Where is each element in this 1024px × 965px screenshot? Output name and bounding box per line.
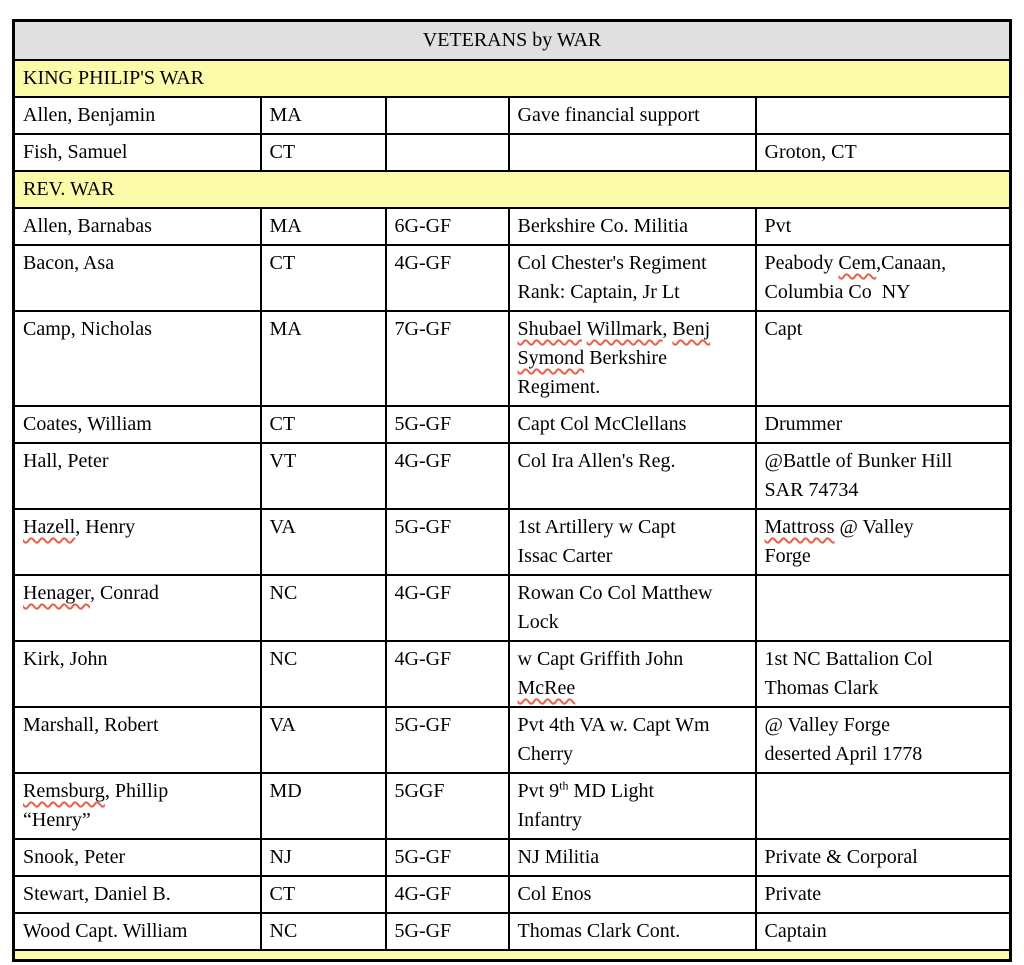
text-segment: Bacon, Asa [23, 252, 115, 274]
text-segment: VA [269, 516, 296, 538]
cell-state[interactable] [261, 443, 386, 509]
text-segment: deserted April 1778 [764, 743, 923, 765]
text-segment: Thomas Clark [764, 677, 879, 699]
text-segment: Snook, Peter [23, 846, 126, 868]
cell-service[interactable] [509, 839, 756, 876]
text-segment: “Henry” [23, 809, 91, 831]
veteran-row [14, 876, 1011, 913]
text-segment: Regiment. [517, 376, 601, 398]
text-segment: @ Valley Forge [764, 714, 890, 736]
text-segment: NJ [269, 846, 292, 868]
misspelled-word: Henager [23, 582, 90, 604]
cell-service[interactable] [509, 707, 756, 773]
cell-notes[interactable] [756, 97, 1011, 134]
cell-generation[interactable] [386, 641, 509, 707]
cell-state[interactable] [261, 134, 386, 171]
text-segment: Rowan Co Col Matthew [517, 582, 713, 604]
text-segment: Gave financial support [517, 104, 700, 126]
cell-state[interactable] [261, 311, 386, 406]
cell-name[interactable] [14, 443, 261, 509]
text-segment: NC [269, 582, 298, 604]
cell-generation[interactable] [386, 575, 509, 641]
cell-generation[interactable] [386, 311, 509, 406]
section-header-row [14, 60, 1011, 97]
text-segment: SAR 74734 [764, 479, 859, 501]
cell-state[interactable] [261, 406, 386, 443]
text-segment: Fish, Samuel [23, 141, 128, 163]
cell-notes[interactable] [756, 406, 1011, 443]
cell-name[interactable] [14, 773, 261, 839]
text-segment: 4G-GF [394, 648, 452, 670]
text-segment: 5GGF [394, 780, 445, 802]
veterans-table [12, 19, 1012, 962]
cell-service[interactable] [509, 97, 756, 134]
cell-name[interactable] [14, 208, 261, 245]
text-segment: CT [269, 141, 296, 163]
cell-service[interactable] [509, 245, 756, 311]
text-segment: Columbia Co NY [764, 281, 911, 303]
text-segment: Marshall, Robert [23, 714, 159, 736]
cell-notes[interactable] [756, 134, 1011, 171]
cell-notes[interactable] [756, 575, 1011, 641]
cell-name[interactable] [14, 641, 261, 707]
text-segment: Pvt 4th VA w. Capt Wm [517, 714, 710, 736]
misspelled-word: Benj [672, 318, 711, 340]
cell-state[interactable] [261, 509, 386, 575]
text-segment: Col Enos [517, 883, 592, 905]
veteran-row [14, 575, 1011, 641]
cell-name[interactable] [14, 575, 261, 641]
cell-state[interactable] [261, 876, 386, 913]
veteran-row [14, 641, 1011, 707]
text-segment: CT [269, 413, 296, 435]
text-segment: 4G-GF [394, 883, 452, 905]
veteran-row [14, 773, 1011, 839]
text-segment: Groton, CT [764, 141, 857, 163]
text-segment: 4G-GF [394, 582, 452, 604]
cell-service[interactable] [509, 913, 756, 950]
text-segment: Captain [764, 920, 827, 942]
veteran-row [14, 97, 1011, 134]
cell-service[interactable] [509, 208, 756, 245]
text-segment: Issac Carter [517, 545, 613, 567]
table-title[interactable]: VETERANS by WAR [14, 21, 1011, 61]
cell-notes[interactable] [756, 245, 1011, 311]
text-segment: Coates, William [23, 413, 152, 435]
cell-state[interactable] [261, 641, 386, 707]
text-segment: 5G-GF [394, 714, 452, 736]
text-segment: Stewart, Daniel B. [23, 883, 171, 905]
cell-generation[interactable] [386, 707, 509, 773]
text-segment: 1st NC Battalion Col [764, 648, 933, 670]
cell-notes[interactable] [756, 311, 1011, 406]
superscript-text: th [559, 778, 569, 793]
veteran-row [14, 839, 1011, 876]
text-segment: 5G-GF [394, 846, 452, 868]
text-segment: Kirk, John [23, 648, 108, 670]
text-segment: Capt [764, 318, 803, 340]
cell-state[interactable] [261, 208, 386, 245]
cell-service[interactable] [509, 641, 756, 707]
text-segment: , Phillip [104, 780, 169, 802]
cell-service[interactable] [509, 876, 756, 913]
cell-state[interactable] [261, 97, 386, 134]
section-header[interactable]: REV. WAR [14, 171, 1011, 208]
text-segment: 4G-GF [394, 252, 452, 274]
cell-name[interactable] [14, 134, 261, 171]
veteran-row [14, 509, 1011, 575]
veteran-row [14, 406, 1011, 443]
text-segment: MD [269, 780, 302, 802]
misspelled-word: Hazell [23, 516, 76, 538]
text-segment: 5G-GF [394, 920, 452, 942]
text-segment: Col Ira Allen's Reg. [517, 450, 676, 472]
cell-generation[interactable] [386, 443, 509, 509]
text-segment: NJ Militia [517, 846, 600, 868]
misspelled-word: Shubael [517, 318, 582, 340]
cell-service[interactable] [509, 773, 756, 839]
text-segment: 4G-GF [394, 450, 452, 472]
text-segment: Forge [764, 545, 811, 567]
text-segment: Thomas Clark Cont. [517, 920, 681, 942]
misspelled-word: Cem [838, 252, 877, 274]
cell-service[interactable] [509, 443, 756, 509]
cell-state[interactable] [261, 839, 386, 876]
cell-service[interactable] [509, 575, 756, 641]
partial-section-row [14, 950, 1011, 961]
cell-generation[interactable] [386, 134, 509, 171]
text-segment: Allen, Barnabas [23, 215, 152, 237]
cell-service[interactable] [509, 134, 756, 171]
cell-generation[interactable] [386, 773, 509, 839]
text-segment: MD Light [568, 780, 655, 802]
cell-notes[interactable] [756, 443, 1011, 509]
cell-state[interactable] [261, 245, 386, 311]
text-segment: w Capt Griffith John [517, 648, 684, 670]
veteran-row [14, 208, 1011, 245]
veteran-row [14, 443, 1011, 509]
cell-generation[interactable] [386, 245, 509, 311]
text-segment: Private & Corporal [764, 846, 918, 868]
cell-name[interactable] [14, 839, 261, 876]
text-segment: , [662, 318, 673, 340]
text-segment: Berkshire [584, 347, 667, 369]
text-segment: Pvt 9 [517, 780, 560, 802]
misspelled-word: Willmark [586, 318, 663, 340]
text-segment: Berkshire Co. Militia [517, 215, 689, 237]
text-segment: CT [269, 883, 296, 905]
cell-state[interactable] [261, 707, 386, 773]
text-segment: , Conrad [89, 582, 159, 604]
text-segment: @Battle of Bunker Hill [764, 450, 953, 472]
veteran-row [14, 245, 1011, 311]
cell-state[interactable] [261, 913, 386, 950]
text-segment: CT [269, 252, 296, 274]
text-segment: 7G-GF [394, 318, 452, 340]
text-segment: 5G-GF [394, 413, 452, 435]
section-header[interactable]: KING PHILIP'S WAR [14, 60, 1011, 97]
misspelled-word: Remsburg [23, 780, 105, 802]
partial-section-header [14, 950, 1011, 961]
cell-generation[interactable] [386, 208, 509, 245]
text-segment: NC [269, 920, 298, 942]
text-segment: @ Valley [834, 516, 914, 538]
cell-generation[interactable] [386, 913, 509, 950]
text-segment: NC [269, 648, 298, 670]
text-segment: Cherry [517, 743, 574, 765]
text-segment: Infantry [517, 809, 582, 831]
veteran-row [14, 311, 1011, 406]
cell-name[interactable] [14, 876, 261, 913]
text-segment: Hall, Peter [23, 450, 109, 472]
text-segment: Allen, Benjamin [23, 104, 156, 126]
text-segment: 6G-GF [394, 215, 452, 237]
cell-notes[interactable] [756, 641, 1011, 707]
text-segment: , Henry [75, 516, 136, 538]
misspelled-word: McRee [517, 677, 576, 699]
veteran-row [14, 707, 1011, 773]
text-segment: MA [269, 318, 302, 340]
section-header-row [14, 171, 1011, 208]
cell-name[interactable] [14, 406, 261, 443]
text-segment: Lock [517, 611, 559, 633]
cell-notes[interactable] [756, 509, 1011, 575]
cell-generation[interactable] [386, 97, 509, 134]
cell-notes[interactable] [756, 913, 1011, 950]
text-segment: Col Chester's Regiment [517, 252, 707, 274]
cell-service[interactable] [509, 509, 756, 575]
text-segment: Peabody [764, 252, 839, 274]
title-row [14, 21, 1011, 61]
text-segment: Private [764, 883, 822, 905]
text-segment: 1st Artillery w Capt [517, 516, 676, 538]
cell-notes[interactable] [756, 876, 1011, 913]
cell-name[interactable] [14, 509, 261, 575]
text-segment: VT [269, 450, 297, 472]
text-segment: VA [269, 714, 296, 736]
cell-state[interactable] [261, 575, 386, 641]
text-segment: MA [269, 215, 302, 237]
text-segment: MA [269, 104, 302, 126]
cell-generation[interactable] [386, 876, 509, 913]
text-segment: 5G-GF [394, 516, 452, 538]
cell-name[interactable] [14, 245, 261, 311]
misspelled-word: Symond [517, 347, 585, 369]
cell-name[interactable] [14, 707, 261, 773]
cell-notes[interactable] [756, 839, 1011, 876]
cell-generation[interactable] [386, 509, 509, 575]
text-segment: Rank: Captain, Jr Lt [517, 281, 680, 303]
veteran-row [14, 913, 1011, 950]
cell-name[interactable] [14, 913, 261, 950]
cell-name[interactable] [14, 311, 261, 406]
cell-notes[interactable] [756, 208, 1011, 245]
cell-notes[interactable] [756, 707, 1011, 773]
cell-name[interactable] [14, 97, 261, 134]
veteran-row [14, 134, 1011, 171]
text-segment: Camp, Nicholas [23, 318, 152, 340]
text-segment: Drummer [764, 413, 843, 435]
cell-service[interactable] [509, 406, 756, 443]
text-segment: Wood Capt. William [23, 920, 188, 942]
cell-generation[interactable] [386, 406, 509, 443]
text-segment: ,Canaan, [876, 252, 947, 274]
cell-generation[interactable] [386, 839, 509, 876]
text-segment: Capt Col McClellans [517, 413, 687, 435]
cell-state[interactable] [261, 773, 386, 839]
misspelled-word: Mattross [764, 516, 835, 538]
cell-service[interactable] [509, 311, 756, 406]
cell-notes[interactable] [756, 773, 1011, 839]
text-segment: Pvt [764, 215, 792, 237]
